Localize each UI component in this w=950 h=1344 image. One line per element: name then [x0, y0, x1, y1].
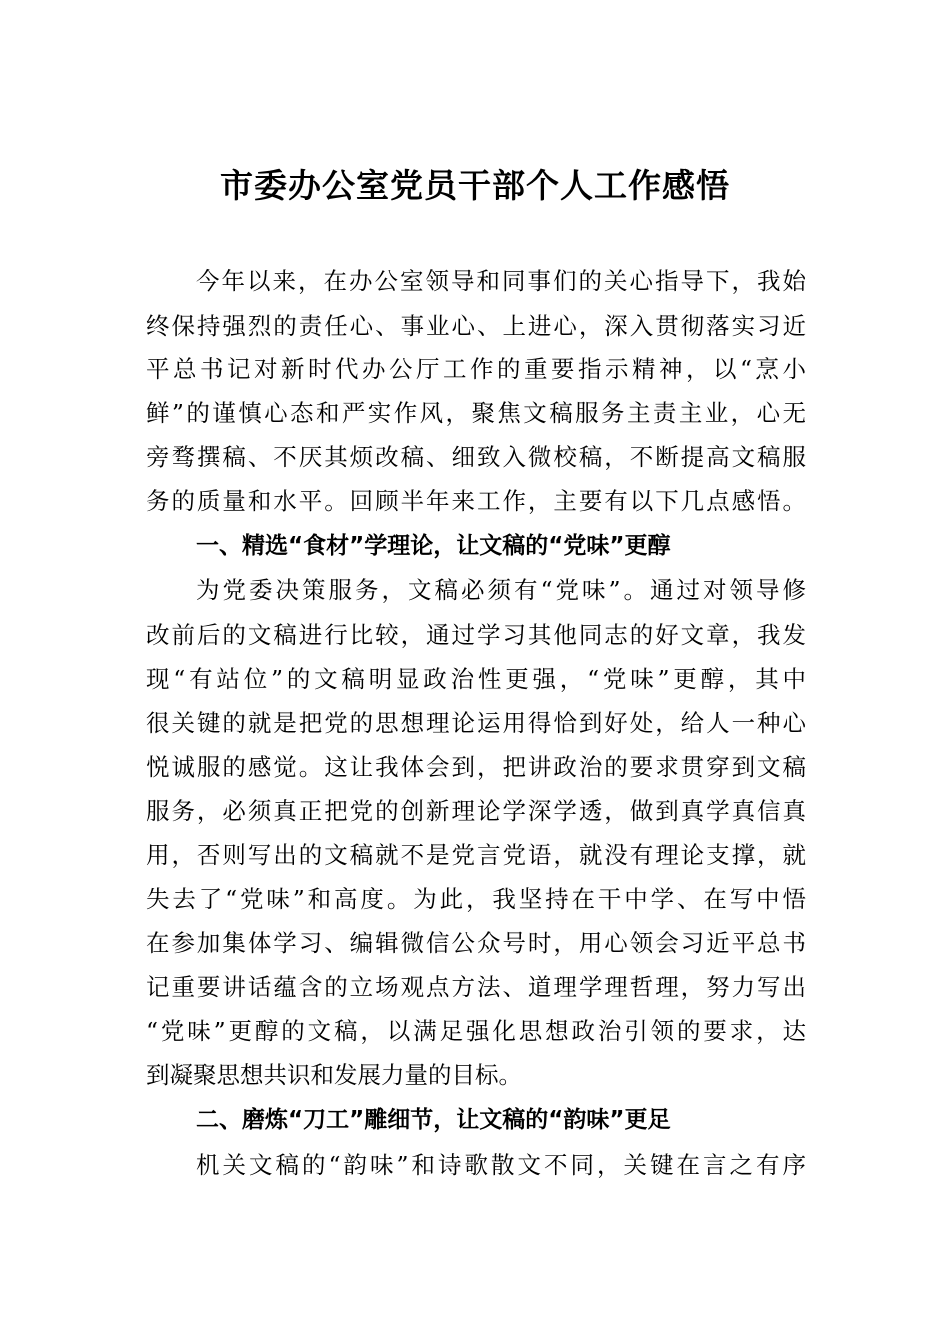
- paragraph-line: 终保持强烈的责任心、事业心、上进心，深入贯彻落实习近: [146, 312, 806, 340]
- paragraph-line: 务的质量和水平。回顾半年来工作，主要有以下几点感悟。: [146, 487, 806, 515]
- paragraph-line: 在参加集体学习、编辑微信公众号时，用心领会习近平总书: [146, 929, 806, 957]
- paragraph-line: 到凝聚思想共识和发展力量的目标。: [146, 1061, 522, 1089]
- paragraph-line: 悦诚服的感觉。这让我体会到，把讲政治的要求贯穿到文稿: [146, 753, 806, 781]
- paragraph-line: 失去了“党味”和高度。为此，我坚持在干中学、在写中悟: [146, 885, 806, 913]
- paragraph-line: 记重要讲话蕴含的立场观点方法、道理学理哲理，努力写出: [146, 973, 806, 1001]
- document-title: 市委办公室党员干部个人工作感悟: [220, 166, 730, 205]
- paragraph-line: 服务，必须真正把党的创新理论学深学透，做到真学真信真: [146, 797, 806, 825]
- section-heading-1: 一、精选“食材”学理论，让文稿的“党味”更醇: [196, 533, 671, 559]
- paragraph-line: 旁骛撰稿、不厌其烦改稿、细致入微校稿，不断提高文稿服: [146, 443, 806, 471]
- paragraph-line: “党味”更醇的文稿，以满足强化思想政治引领的要求，达: [146, 1017, 806, 1045]
- section-heading-2: 二、磨炼“刀工”雕细节，让文稿的“韵味”更足: [196, 1107, 671, 1133]
- paragraph-line: 今年以来，在办公室领导和同事们的关心指导下，我始: [196, 267, 806, 295]
- paragraph-line: 现“有站位”的文稿明显政治性更强，“党味”更醇，其中: [146, 665, 806, 693]
- paragraph-line: 平总书记对新时代办公厅工作的重要指示精神，以“烹小: [146, 355, 806, 383]
- paragraph-line: 改前后的文稿进行比较，通过学习其他同志的好文章，我发: [146, 621, 806, 649]
- paragraph-line: 鲜”的谨慎心态和严实作风，聚焦文稿服务主责主业，心无: [146, 399, 806, 427]
- paragraph-line: 为党委决策服务，文稿必须有“党味”。通过对领导修: [196, 576, 806, 604]
- paragraph-line: 很关键的就是把党的思想理论运用得恰到好处，给人一种心: [146, 709, 806, 737]
- paragraph-line: 机关文稿的“韵味”和诗歌散文不同，关键在言之有序: [196, 1151, 806, 1179]
- paragraph-line: 用，否则写出的文稿就不是党言党语，就没有理论支撑，就: [146, 841, 806, 869]
